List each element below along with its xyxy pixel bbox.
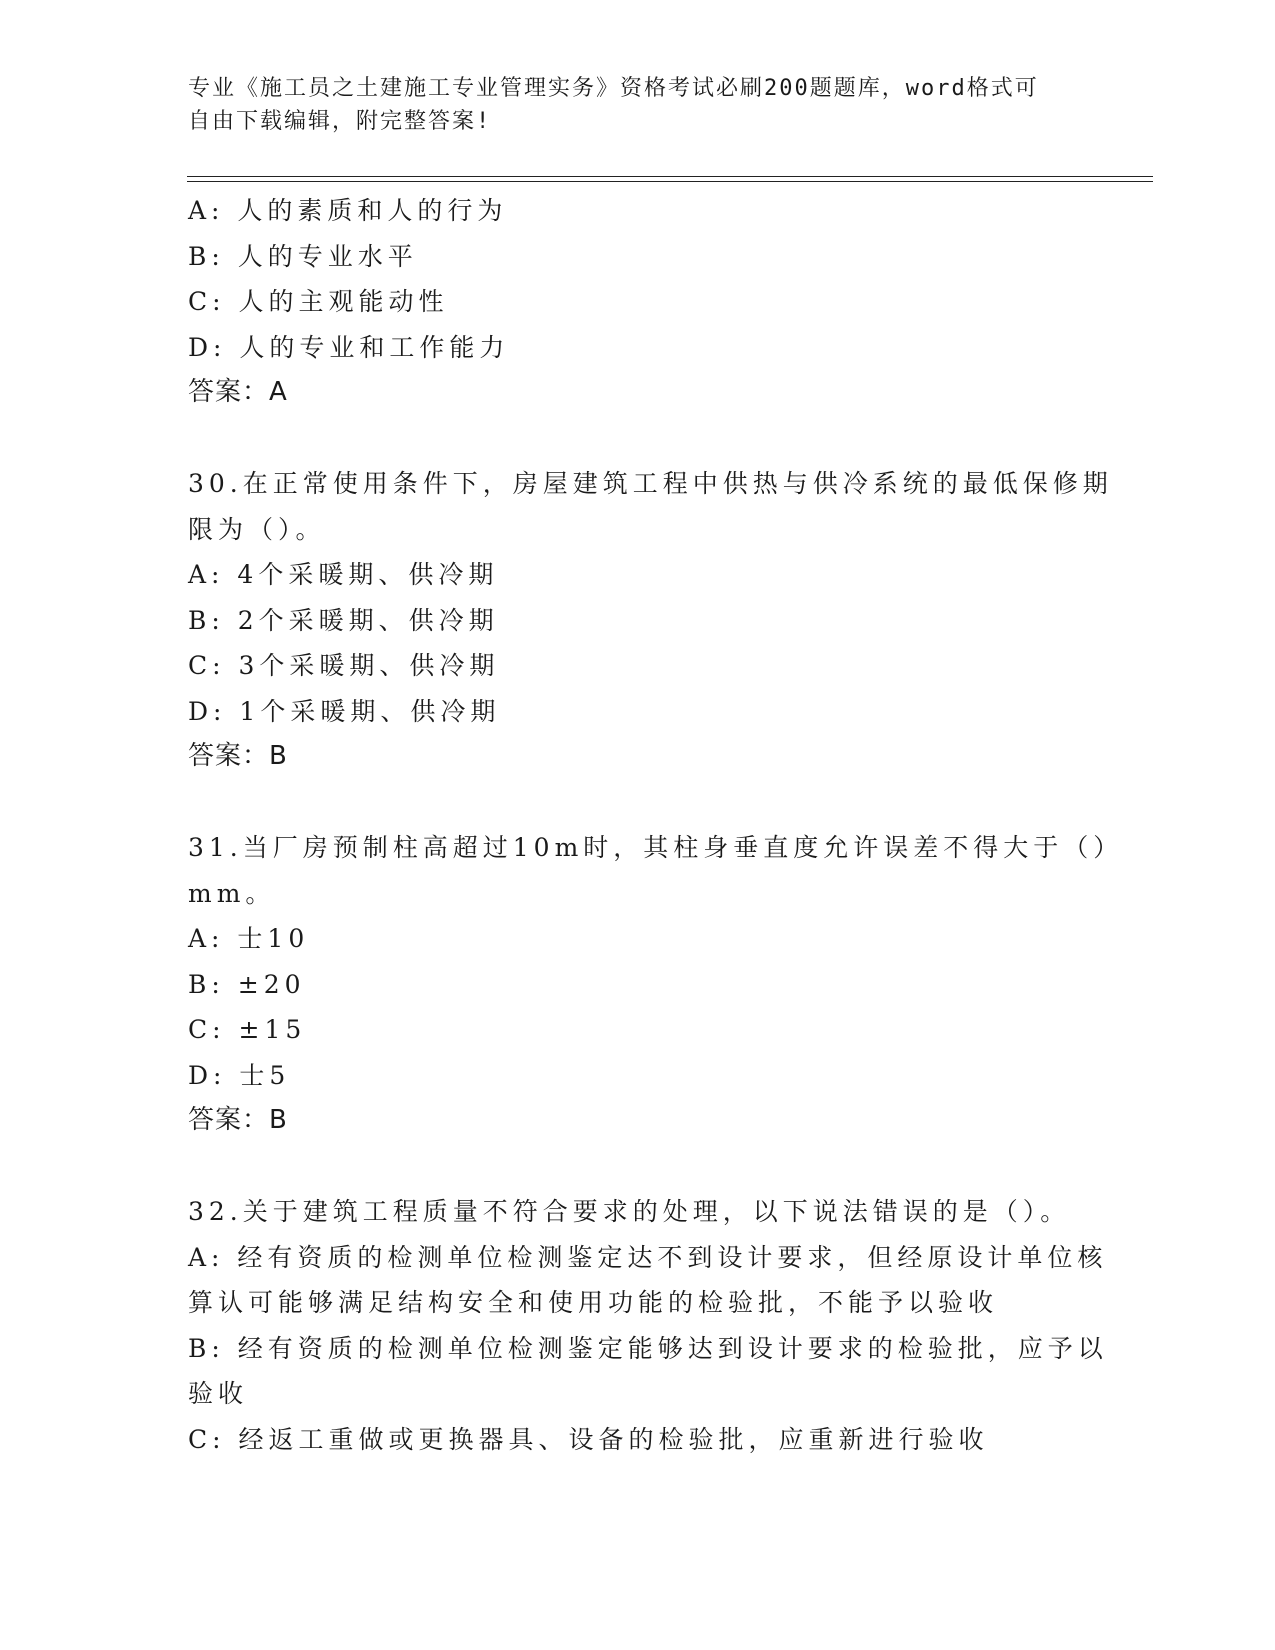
option-a-cont: 算认可能够满足结构安全和使用功能的检验批，不能予以验收 (188, 1288, 999, 1317)
answer-line: 答案：A (188, 377, 288, 407)
spacer (188, 1144, 1088, 1190)
option-a: A: 士10 (188, 924, 310, 953)
option-c: C: 人的主观能动性 (188, 287, 449, 316)
spacer (188, 416, 1088, 462)
option-c: C: 3个采暖期、供冷期 (188, 651, 500, 680)
option-a: A: 经有资质的检测单位检测鉴定达不到设计要求，但经原设计单位核 (188, 1242, 1108, 1272)
header-line-2: 自由下载编辑，附完整答案! (188, 109, 492, 134)
option-c: C: ±15 (188, 1015, 307, 1044)
option-d: D: 士5 (188, 1060, 291, 1090)
question-text: 31.当厂房预制柱高超过10m时，其柱身垂直度允许误差不得大于（） (188, 833, 1124, 862)
option-b: B: 2个采暖期、供冷期 (188, 605, 499, 635)
option-a: A: 4个采暖期、供冷期 (188, 560, 499, 589)
question-text: 32.关于建筑工程质量不符合要求的处理，以下说法错误的是（）。 (188, 1197, 1071, 1226)
question-text-cont: mm。 (188, 878, 276, 908)
question-block-31 (188, 825, 1124, 1144)
header-line-1: 专业《施工员之土建施工专业管理实务》资格考试必刷200题题库，word格式可 (188, 76, 1039, 101)
answer-line: 答案：B (188, 1105, 288, 1135)
question-text: 30.在正常使用条件下，房屋建筑工程中供热与供冷系统的最低保修期 (188, 469, 1113, 498)
option-b: B: ±20 (188, 969, 306, 999)
header-divider-thin (187, 181, 1153, 182)
option-b: B: 经有资质的检测单位检测鉴定能够达到设计要求的检验批，应予以 (188, 1333, 1108, 1363)
option-a: A: 人的素质和人的行为 (188, 196, 508, 225)
question-block-29 (188, 188, 1088, 416)
option-c: C: 经返工重做或更换器具、设备的检验批，应重新进行验收 (188, 1424, 989, 1454)
header-divider (187, 176, 1153, 177)
option-b: B: 人的专业水平 (188, 241, 418, 271)
option-d: D: 人的专业和工作能力 (188, 332, 510, 362)
document-header (188, 72, 1068, 138)
spacer (188, 780, 1088, 826)
answer-line: 答案：B (188, 741, 288, 771)
question-block-30 (188, 461, 1113, 780)
option-b-cont: 验收 (188, 1379, 249, 1408)
question-list (188, 188, 1124, 1462)
option-d: D: 1个采暖期、供冷期 (188, 696, 501, 726)
question-block-32 (188, 1189, 1108, 1462)
question-text-cont: 限为（）。 (188, 514, 326, 544)
